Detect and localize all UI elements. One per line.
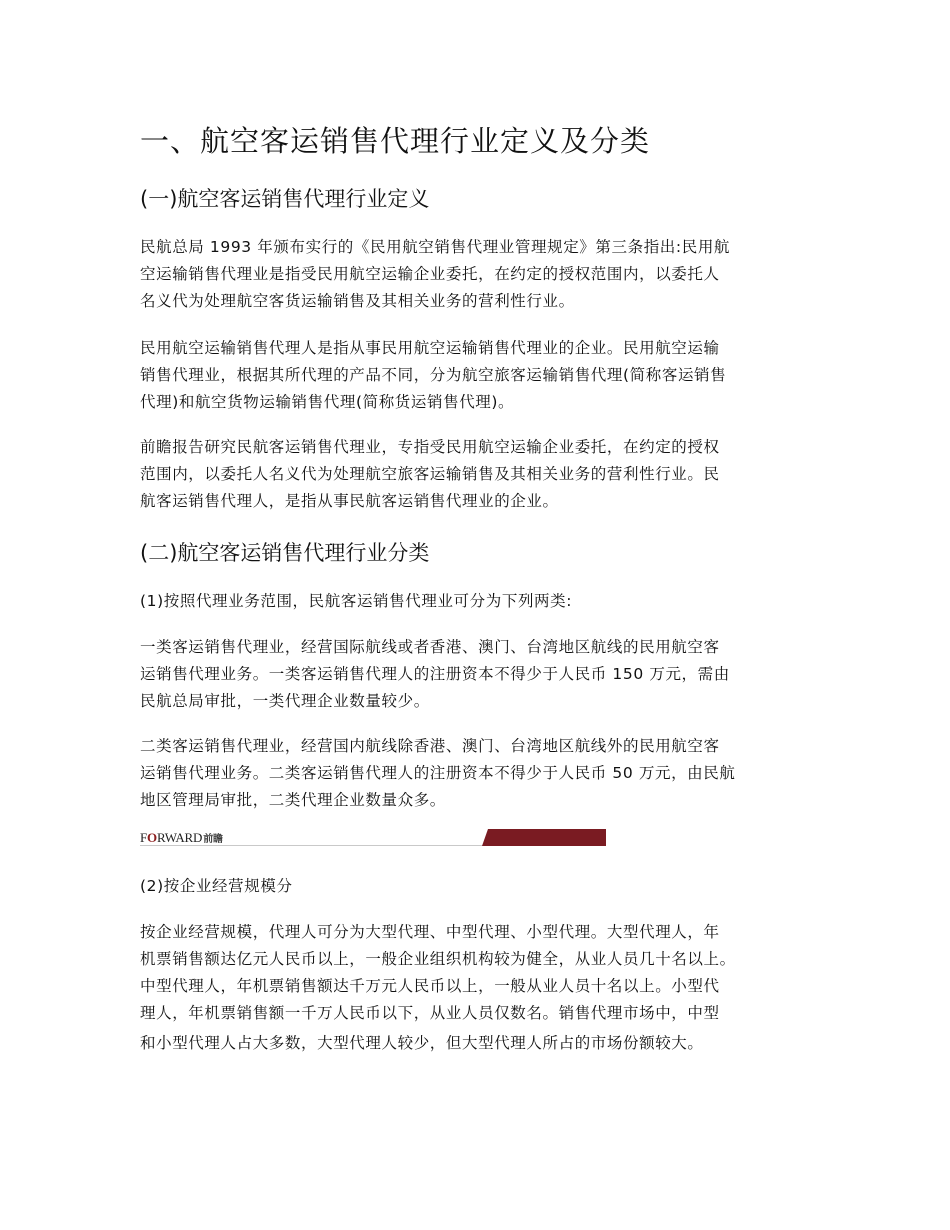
text-line: 范围内，以委托人名义代为处理航空旅客运输销售及其相关业务的营利性行业。民	[140, 465, 720, 483]
section-heading-definition: (一)航空客运销售代理行业定义	[140, 187, 430, 211]
paragraph-class-two	[140, 733, 815, 814]
text-line: 中型代理人，年机票销售额达千万元人民币以上，一般从业人员十名以上。小型代	[140, 977, 720, 995]
text-line: 销售代理业，根据其所代理的产品不同，分为航空旅客运输销售代理(简称客运销售	[140, 366, 727, 384]
text-line: (2)按企业经营规模分	[140, 877, 293, 895]
paragraph-definition-2	[140, 335, 815, 416]
text-line: 和小型代理人占大多数，大型代理人较少，但大型代理人所占的市场份额较大。	[140, 1034, 704, 1052]
text-line: 民航总局审批，一类代理企业数量较少。	[140, 692, 430, 710]
paragraph-definition-3	[140, 434, 815, 515]
page-title: 一、航空客运销售代理行业定义及分类	[140, 124, 651, 158]
text-line: 地区管理局审批，二类代理企业数量众多。	[140, 791, 446, 809]
logo-letter-f: F	[140, 830, 148, 845]
subheading-by-business-scope	[140, 588, 815, 615]
paragraph-scale	[140, 919, 815, 1057]
banner-red-stripe	[482, 829, 606, 846]
logo-letters-rest: RWARD	[156, 830, 203, 845]
text-line: 代理)和航空货物运输销售代理(简称货运销售代理)。	[140, 393, 515, 411]
forward-banner	[140, 829, 606, 846]
text-line: 航客运销售代理人，是指从事民航客运销售代理业的企业。	[140, 492, 559, 510]
subheading-by-scale	[140, 873, 815, 900]
forward-logo	[140, 829, 223, 846]
text-line: 名义代为处理航空客货运输销售及其相关业务的营利性行业。	[140, 292, 575, 310]
text-line: 民航总局 1993 年颁布实行的《民用航空销售代理业管理规定》第三条指出:民用航	[140, 238, 731, 256]
paragraph-definition-1	[140, 234, 815, 315]
text-line: 二类客运销售代理业，经营国内航线除香港、澳门、台湾地区航线外的民用航空客	[140, 737, 720, 755]
text-line: 机票销售额达亿元人民币以上，一般企业组织机构较为健全，从业人员几十名以上。	[140, 950, 736, 968]
text-line: 理人，年机票销售额一千万人民币以下，从业人员仅数名。销售代理市场中，中型	[140, 1004, 720, 1022]
section-heading-classification: (二)航空客运销售代理行业分类	[140, 541, 430, 565]
text-line: 一类客运销售代理业，经营国际航线或者香港、澳门、台湾地区航线的民用航空客	[140, 638, 720, 656]
text-line: 前瞻报告研究民航客运销售代理业，专指受民用航空运输企业委托，在约定的授权	[140, 438, 720, 456]
text-line: 空运输销售代理业是指受民用航空运输企业委托，在约定的授权范围内，以委托人	[140, 265, 720, 283]
text-line: 按企业经营规模，代理人可分为大型代理、中型代理、小型代理。大型代理人，年	[140, 923, 720, 941]
text-line: 民用航空运输销售代理人是指从事民用航空运输销售代理业的企业。民用航空运输	[140, 339, 720, 357]
text-line: 运销售代理业务。二类客运销售代理人的注册资本不得少于人民币 50 万元，由民航	[140, 764, 736, 782]
text-line: 运销售代理业务。一类客运销售代理人的注册资本不得少于人民币 150 万元，需由	[140, 665, 730, 683]
text-line: (1)按照代理业务范围，民航客运销售代理业可分为下列两类:	[140, 592, 573, 610]
logo-letter-o: O	[147, 830, 157, 845]
logo-chinese-text: 前瞻	[203, 834, 223, 845]
paragraph-class-one	[140, 634, 815, 715]
